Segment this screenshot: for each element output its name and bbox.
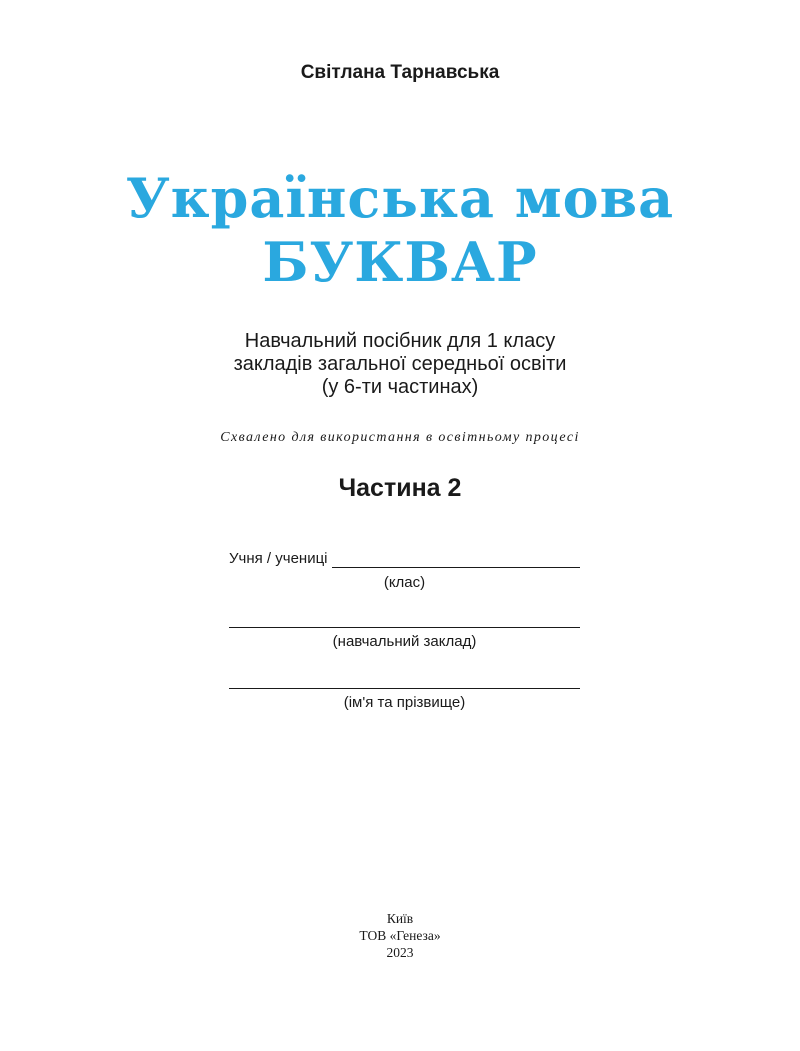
part-number: Частина 2 (338, 474, 462, 502)
book-title (0, 166, 800, 294)
author-name: Світлана Тарнавська (300, 62, 500, 83)
school-caption: (навчальний заклад) (332, 633, 477, 650)
class-fill-line[interactable] (332, 551, 581, 568)
subtitle-line-1: Навчальний посібник для 1 класу (244, 330, 556, 352)
book-title-line-1: Українська мова (125, 166, 675, 230)
name-row (229, 669, 580, 689)
name-caption: (ім'я та прізвище) (343, 694, 466, 711)
imprint (0, 910, 800, 961)
school-row (229, 608, 580, 628)
subtitle-line-3: (у 6-ти частинах) (321, 376, 479, 398)
subtitle-line-2: закладів загальної середньої освіти (233, 353, 567, 375)
book-title-line-2: БУКВАР (262, 230, 538, 294)
imprint-publisher: ТОВ «Генеза» (359, 928, 441, 943)
book-subtitle (0, 330, 800, 399)
approval-note: Схвалено для використання в освітньому процесі (220, 430, 580, 445)
school-fill-line[interactable] (229, 611, 580, 628)
student-label: Учня / учениці (229, 550, 328, 567)
imprint-city: Київ (386, 911, 414, 926)
name-fill-line[interactable] (229, 672, 580, 689)
class-caption: (клас) (383, 574, 426, 591)
imprint-year: 2023 (386, 945, 414, 960)
student-row (229, 548, 580, 568)
